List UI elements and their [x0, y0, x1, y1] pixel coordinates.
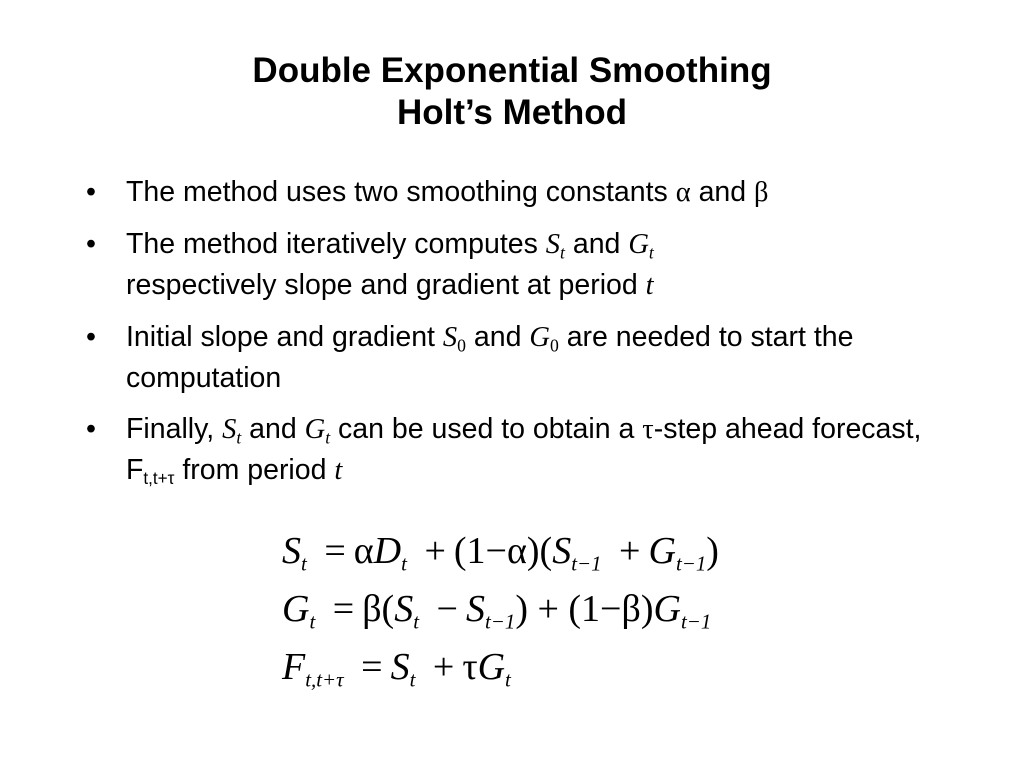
bullet-dot-icon: •: [86, 413, 96, 445]
title-line-1: Double Exponential Smoothing: [252, 51, 772, 90]
alpha-symbol: α: [675, 177, 691, 208]
tau-symbol: τ: [642, 414, 654, 445]
equation-level: St = αDt + (1−α)(St−1 + Gt−1): [282, 530, 719, 576]
equation-forecast: Ft,t+τ = St + τGt: [282, 646, 511, 692]
var-s: S: [545, 229, 561, 260]
equation-trend: Gt = β(St − St−1) + (1−β)Gt−1: [282, 588, 712, 634]
var-g: G: [628, 229, 649, 260]
var-s: S: [442, 322, 458, 353]
bullet-item: • Finally, $S_t$ and $G_t$ can be used to obtain a τ-step ahead forecast, Ft,t+τ from period t: [86, 409, 946, 491]
equation-block: [282, 522, 719, 696]
bullet-dot-icon: •: [86, 228, 96, 260]
var-s: S: [222, 414, 237, 445]
bullet-list: [86, 172, 946, 502]
beta-symbol: β: [754, 177, 769, 208]
bullet-dot-icon: •: [86, 321, 96, 353]
bullet-item: • The method iteratively computes $S_t$ and $G_t$ respectively slope and gradient at period t: [86, 224, 946, 306]
var-g: G: [529, 322, 550, 353]
var-g: G: [304, 414, 326, 445]
bullet-dot-icon: •: [86, 176, 96, 208]
bullet-item: • Initial slope and gradient $S_0$ and $G_0$ are needed to start the computation: [86, 317, 946, 398]
slide-title: [0, 50, 1024, 134]
bullet-item: • The method uses two smoothing constants α and β: [86, 172, 946, 213]
title-line-2: Holt’s Method: [396, 93, 628, 132]
